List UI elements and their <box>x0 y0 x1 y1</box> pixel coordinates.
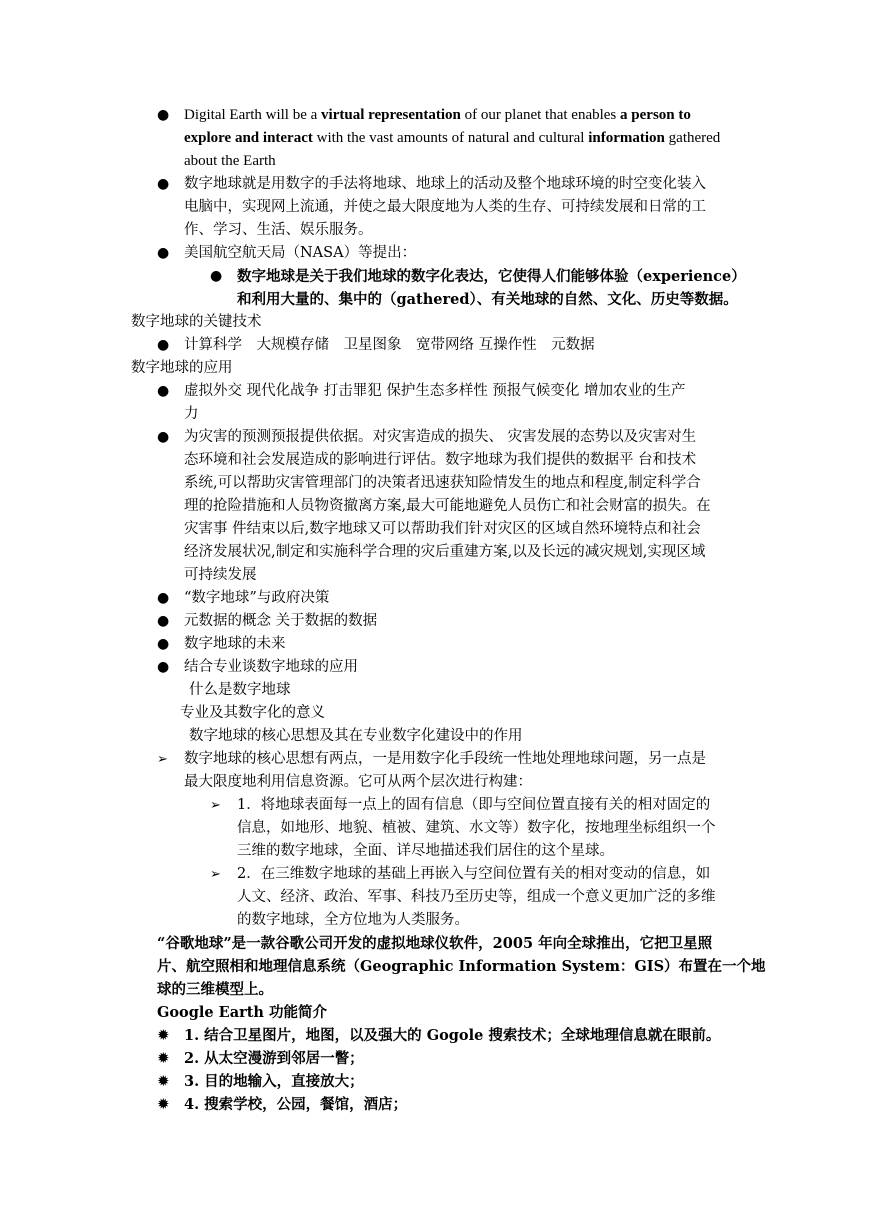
list-item: 元数据的概念 关于数据的数据 <box>184 613 378 629</box>
paragraph-line: 最大限度地利用信息资源。它可从两个层次进行构建： <box>184 774 532 790</box>
text-run: with the vast amounts of natural and cultural <box>312 130 589 146</box>
text-run-bold: information <box>588 130 665 146</box>
paragraph-line: “谷歌地球”是一款谷歌公司开发的虚拟地球仪软件，2005 年向全球推出，它把卫星照 <box>157 935 713 952</box>
text-run: Digital Earth will be a <box>184 107 322 123</box>
bullet-dot-icon: ● <box>157 176 170 192</box>
sub-line: 什么是数字地球 <box>189 682 291 698</box>
list-item: 2. 从太空漫游到邻居一瞥； <box>184 1050 364 1067</box>
list-item: 1. 结合卫星图片，地图，以及强大的 Gogole 搜索技术；全球地理信息就在眼前。 <box>184 1027 721 1044</box>
paragraph-line: 电脑中，实现网上流通，并使之最大限度地为人类的生存、可持续发展和日常的工 <box>184 199 706 215</box>
list-item: 3. 目的地输入，直接放大； <box>184 1073 364 1090</box>
bullet-dot-icon: ● <box>157 636 170 652</box>
star-bullet-icon: ✹ <box>157 1072 170 1090</box>
text-run-bold: a person to <box>620 107 691 123</box>
star-bullet-icon: ✹ <box>157 1026 170 1044</box>
bullet-dot-icon: ● <box>157 107 170 123</box>
arrow-bullet-icon: ➢ <box>210 798 221 813</box>
bullet-dot-icon: ● <box>157 337 170 353</box>
text-run-bold: explore and interact <box>184 130 313 146</box>
paragraph-line: 数字地球是关于我们地球的数字化表达，它使得人们能够体验（experience） <box>237 268 746 285</box>
bullet-dot-icon: ● <box>157 659 170 675</box>
paragraph-line: 球的三维模型上。 <box>157 981 273 998</box>
en-intro-line-1 <box>184 104 737 127</box>
paragraph-line: 片、航空照相和地理信息系统（Geographic Information System：GIS）布置在一个地 <box>157 958 766 975</box>
paragraph-line: 作、学习、生活、娱乐服务。 <box>184 222 373 238</box>
list-item: 4. 搜索学校，公园，餐馆，酒店； <box>184 1096 408 1113</box>
paragraph-line: 系统,可以帮助灾害管理部门的决策者迅速获知险情发生的地点和程度,制定科学合 <box>184 475 701 491</box>
star-bullet-icon: ✹ <box>157 1049 170 1067</box>
text-run-bold: virtual representation <box>321 107 461 123</box>
paragraph-line: 数字地球就是用数字的手法将地球、地球上的活动及整个地球环境的时空变化装入 <box>184 176 706 192</box>
paragraph-line: 可持续发展 <box>184 567 257 583</box>
list-item: 数字地球的未来 <box>184 636 286 652</box>
arrow-bullet-icon: ➢ <box>157 752 168 767</box>
section-heading: 数字地球的应用 <box>131 360 233 376</box>
paragraph-line: 为灾害的预测预报提供依据。对灾害造成的损失、 灾害发展的态势以及灾害对生 <box>184 429 697 445</box>
paragraph-line: 三维的数字地球，全面、详尽地描述我们居住的这个星球。 <box>237 843 614 859</box>
text-run: gathered <box>664 130 721 146</box>
tech-list: 计算科学 大规模存储 卫星图象 宽带网络 互操作性 元数据 <box>184 337 595 353</box>
paragraph-line: 美国航空航天局（NASA）等提出： <box>184 245 417 261</box>
bullet-dot-icon: ● <box>157 383 170 399</box>
sub-line: 数字地球的核心思想及其在专业数字化建设中的作用 <box>189 728 523 744</box>
paragraph-line: 1．将地球表面每一点上的固有信息（即与空间位置直接有关的相对固定的 <box>237 797 711 813</box>
bullet-dot-icon: ● <box>157 429 170 445</box>
section-heading: Google Earth 功能简介 <box>157 1004 328 1021</box>
paragraph-line: 信息，如地形、地貌、植被、建筑、水文等）数字化，按地理坐标组织一个 <box>237 820 716 836</box>
paragraph-line: 态环境和社会发展造成的影响进行评估。数字地球为我们提供的数据平 台和技术 <box>184 452 697 468</box>
paragraph-line: 力 <box>184 406 199 422</box>
text-run: of our planet that enables <box>460 107 621 123</box>
bullet-dot-icon: ● <box>157 245 170 261</box>
paragraph-line: 人文、经济、政治、军事、科技乃至历史等，组成一个意义更加广泛的多维 <box>237 889 716 905</box>
paragraph-line: 经济发展状况,制定和实施科学合理的灾后重建方案,以及长远的减灾规划,实现区域 <box>184 544 706 560</box>
paragraph-line: 数字地球的核心思想有两点，一是用数字化手段统一性地处理地球问题，另一点是 <box>184 751 706 767</box>
paragraph-line: 理的抢险措施和人员物资撤离方案,最大可能地避免人员伤亡和社会财富的损失。在 <box>184 498 711 514</box>
bullet-dot-icon: ● <box>210 268 223 284</box>
en-intro-line-3: about the Earth <box>184 153 276 169</box>
bullet-dot-icon: ● <box>157 590 170 606</box>
arrow-bullet-icon: ➢ <box>210 867 221 882</box>
paragraph-line: 的数字地球，全方位地为人类服务。 <box>237 912 469 928</box>
list-item: “数字地球”与政府决策 <box>184 590 330 606</box>
en-intro-line-2 <box>184 127 720 150</box>
sub-line: 专业及其数字化的意义 <box>180 705 325 721</box>
star-bullet-icon: ✹ <box>157 1095 170 1113</box>
paragraph-line: 灾害事 件结束以后,数字地球又可以帮助我们针对灾区的区域自然环境特点和社会 <box>184 521 701 537</box>
paragraph-line: 虚拟外交 现代化战争 打击罪犯 保护生态多样性 预报气候变化 增加农业的生产 <box>184 383 686 399</box>
bullet-dot-icon: ● <box>157 613 170 629</box>
list-item: 结合专业谈数字地球的应用 <box>184 659 358 675</box>
paragraph-line: 和利用大量的、集中的（gathered）、有关地球的自然、文化、历史等数据。 <box>237 291 738 308</box>
paragraph-line: 2．在三维数字地球的基础上再嵌入与空间位置有关的相对变动的信息，如 <box>237 866 711 882</box>
section-heading: 数字地球的关键技术 <box>131 314 262 330</box>
